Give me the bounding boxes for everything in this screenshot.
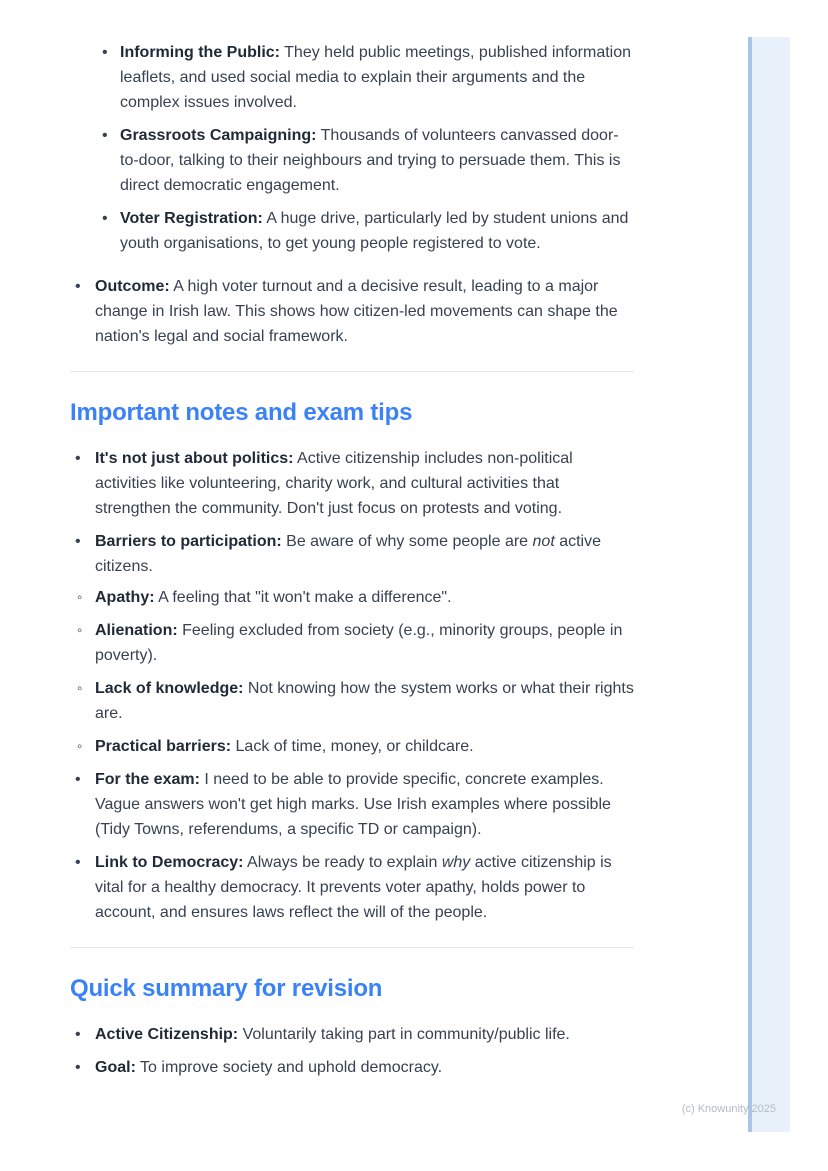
item-text: I need to be able to provide specific, concrete examples. Vague answers won't get high marks. Use Irish examples where possible (Tidy Towns, referendums, a specific TD or campaign). — [95, 771, 611, 838]
item-text: Active citizenship includes non-political activities like volunteering, charity work, and cultural activities that strengthen the community. Don't just focus on protests and voting. — [95, 450, 573, 517]
list-item — [70, 40, 634, 115]
item-label: Active Citizenship: — [95, 1026, 239, 1043]
item-label: Barriers to participation: — [95, 533, 282, 550]
list-item — [70, 767, 634, 842]
item-text: Voluntarily taking part in community/public life. — [238, 1026, 570, 1043]
bullet-marker — [75, 446, 81, 471]
watermark: (c) Knowunity 2025 — [681, 1103, 776, 1115]
item-text: To improve society and uphold democracy. — [135, 1059, 443, 1076]
campaign-methods-list — [70, 40, 634, 256]
bullet-marker — [75, 274, 81, 299]
item-text: They held public meetings, published information leaflets, and used social media to explain their arguments and the complex issues involved. — [120, 44, 632, 111]
list-item — [70, 274, 634, 349]
list-item — [70, 446, 634, 521]
section-heading-summary: Quick summary for revision — [70, 975, 383, 1002]
item-label: Informing the Public: — [120, 44, 280, 61]
item-text: A feeling that "it won't make a difference". — [154, 589, 452, 606]
item-label: Voter Registration: — [120, 210, 263, 227]
list-item — [45, 734, 634, 759]
page-edge-strip — [748, 37, 790, 1132]
list-item — [45, 585, 634, 610]
item-text: Not knowing how the system works or what their rights are. — [95, 680, 634, 722]
item-text-italic: why — [441, 854, 471, 871]
circle-marker — [77, 585, 82, 610]
item-text: Feeling excluded from society (e.g., minority groups, people in poverty). — [95, 622, 623, 664]
item-label: Apathy: — [95, 589, 155, 606]
bullet-marker — [102, 206, 108, 231]
item-label: It's not just about politics: — [95, 450, 294, 467]
bullet-marker — [75, 529, 81, 554]
item-text: Always be ready to explain — [243, 854, 442, 871]
circle-marker — [77, 676, 82, 701]
bullet-marker — [75, 1055, 81, 1080]
bullet-marker — [102, 40, 108, 65]
bullet-marker — [75, 767, 81, 792]
section-heading-notes: Important notes and exam tips — [70, 399, 413, 426]
item-label: Practical barriers: — [95, 738, 232, 755]
item-label: Lack of knowledge: — [95, 680, 244, 697]
summary-list — [70, 1022, 634, 1080]
list-item — [70, 1055, 634, 1080]
list-item — [70, 529, 634, 759]
bullet-marker — [102, 123, 108, 148]
item-label: Link to Democracy: — [95, 854, 244, 871]
item-text: A high voter turnout and a decisive result, leading to a major change in Irish law. This shows how citizen-led movements can shape the nation's legal and social framework. — [95, 278, 618, 345]
item-text-italic: not — [532, 533, 555, 550]
item-label: Grassroots Campaigning: — [120, 127, 317, 144]
item-text: active citizens. — [95, 533, 602, 575]
outcome-list — [70, 274, 634, 349]
list-item — [70, 206, 634, 256]
list-item — [70, 123, 634, 198]
item-text: active citizenship is vital for a healthy democracy. It prevents voter apathy, holds power to account, and ensures laws reflect the will of the people. — [95, 854, 612, 921]
barriers-sublist — [45, 585, 634, 759]
item-label: Goal: — [95, 1059, 136, 1076]
item-text: Be aware of why some people are — [281, 533, 533, 550]
section-divider — [70, 947, 634, 948]
circle-marker — [77, 734, 82, 759]
list-item — [70, 850, 634, 925]
item-label: For the exam: — [95, 771, 200, 788]
list-item — [45, 676, 634, 726]
item-text: A huge drive, particularly led by student unions and youth organisations, to get young people registered to vote. — [120, 210, 629, 252]
circle-marker — [77, 618, 82, 643]
content-column — [70, 40, 634, 1088]
list-item — [70, 1022, 634, 1047]
bullet-marker — [75, 850, 81, 875]
bullet-marker — [75, 1022, 81, 1047]
item-text: Lack of time, money, or childcare. — [231, 738, 474, 755]
list-item — [45, 618, 634, 668]
notes-list — [70, 446, 634, 925]
item-label: Outcome: — [95, 278, 170, 295]
item-text: Thousands of volunteers canvassed door-to-door, talking to their neighbours and trying to persuade them. This is direct democratic engagement. — [120, 127, 621, 194]
item-label: Alienation: — [95, 622, 178, 639]
section-divider — [70, 371, 634, 372]
